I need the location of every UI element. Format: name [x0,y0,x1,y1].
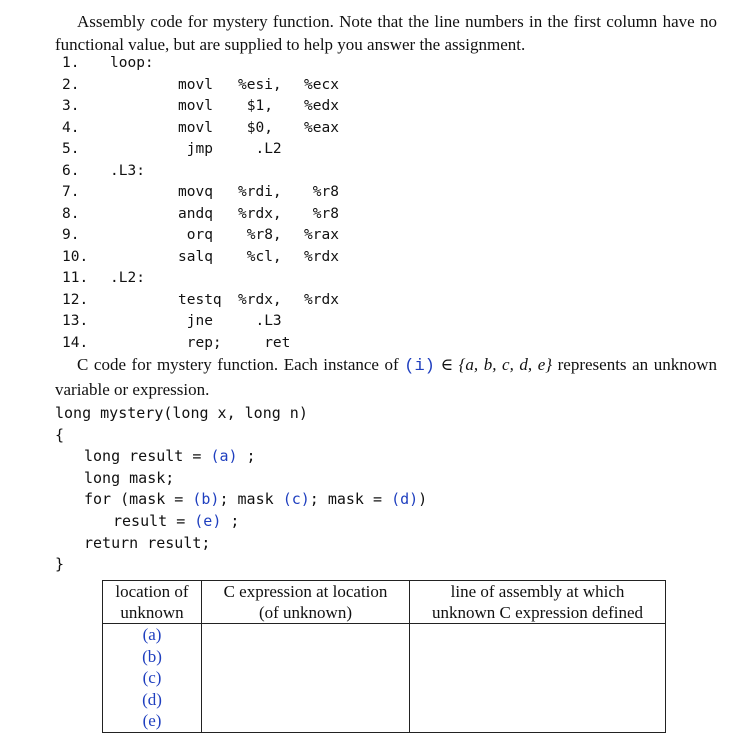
asm-n: 4. [62,119,80,136]
asm-n: 3. [62,98,80,114]
asm-a1: .L3 [238,313,282,329]
desc-token: (i) [404,357,435,376]
asm-a2: %rdx [304,248,339,265]
asm-op: movl [178,98,213,114]
header-c-expression: C expression at location (of unknown) [202,581,410,624]
asm-n: 1. [62,55,80,71]
open-brace: { [55,426,65,444]
asm-op: rep; [178,334,222,351]
asm-a1: ret [238,334,291,351]
asm-n: 11. [62,270,89,286]
asm-a1: %esi, [238,76,282,93]
header-assembly-line: line of assembly at which unknown C expression defined [410,581,666,624]
asm-op: jmp [178,141,213,157]
code-line-for: for (mask = (b); mask (c); mask = (d)) [84,490,428,508]
desc-suffix: represents an unknown variable or expression. [55,355,717,399]
blank-a: (a) [210,447,238,465]
asm-a1: $0, [238,119,273,136]
asm-a2: %eax [304,119,339,136]
code-line-result: long result = (a) ; [84,447,256,465]
asm-op: movl [178,119,213,136]
close-brace: } [55,555,65,573]
blank-b: (b) [192,490,220,508]
desc-prefix: C code for mystery function. Each instance of [77,355,405,374]
asm-label: .L3: [110,162,145,179]
asm-n: 14. [62,334,89,351]
asm-a1: %rdx, [238,205,282,222]
asm-n: 8. [62,205,80,222]
asm-op: jne [178,313,213,329]
asm-a1: %r8, [238,227,282,243]
asm-n: 13. [62,313,89,329]
asm-a1: %rdi, [238,184,282,200]
blank-c: (c) [282,490,310,508]
asm-n: 10. [62,248,89,265]
asm-a2: %rdx [304,291,339,308]
asm-op: movq [178,184,213,200]
header-location: location of unknown [103,581,202,624]
asm-n: 9. [62,227,80,243]
intro-paragraph: Assembly code for mystery function. Note that the line numbers in the first column have no functional value, but are supplied to help you answer the assignment. [55,12,717,54]
table-header-row [103,581,666,624]
asm-a2: %ecx [304,76,339,93]
asm-op: movl [178,76,213,93]
table-row [103,624,666,733]
asm-op: orq [178,227,213,243]
asm-n: 5. [62,141,80,157]
asm-n: 2. [62,76,80,93]
asm-n: 7. [62,184,80,200]
asm-label: loop: [110,55,154,71]
unknown-labels: (a) (b) (c) (d) (e) [103,624,202,733]
c-expression-answer-cell[interactable] [202,624,410,733]
asm-n: 12. [62,291,89,308]
asm-a1: %cl, [238,248,282,265]
code-line-assign: result = (e) ; [113,512,240,530]
assembly-line-answer-cell[interactable] [410,624,666,733]
c-code-description [55,353,717,401]
asm-op: andq [178,205,213,222]
asm-a1: $1, [238,98,273,114]
asm-a2: %r8 [304,184,339,200]
function-signature: long mystery(long x, long n) [55,404,308,422]
asm-n: 6. [62,162,80,179]
asm-op: salq [178,248,213,265]
desc-set: ∈ {a, b, c, d, e} [434,355,553,374]
asm-a2: %rax [304,227,339,243]
asm-a1: .L2 [238,141,282,157]
asm-a2: %r8 [304,205,339,222]
code-line-return: return result; [84,534,211,552]
asm-label: .L2: [110,270,145,286]
asm-a1: %rdx, [238,291,282,308]
answer-table [102,580,666,733]
code-line-mask: long mask; [84,469,175,487]
asm-a2: %edx [304,98,339,114]
asm-op: testq [178,291,222,308]
blank-e: (e) [194,512,222,530]
blank-d: (d) [391,490,419,508]
